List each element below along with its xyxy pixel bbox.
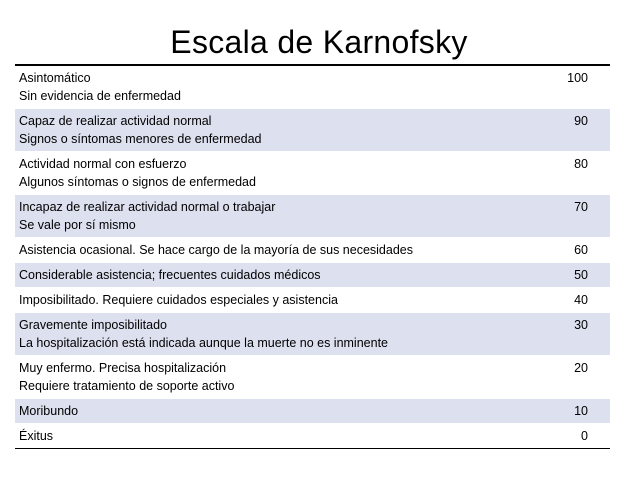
table-row: [15, 313, 610, 356]
karnofsky-table-container: [15, 64, 610, 449]
row-score: 40: [535, 288, 610, 313]
row-score: 20: [535, 356, 610, 399]
row-score: 80: [535, 152, 610, 195]
row-score: 10: [535, 399, 610, 424]
description-line: Capaz de realizar actividad normal: [19, 114, 212, 128]
row-description: [15, 263, 535, 288]
description-line: Considerable asistencia; frecuentes cuidados médicos: [19, 268, 321, 282]
row-description: [15, 109, 535, 152]
description-line: Signos o síntomas menores de enfermedad: [19, 132, 262, 146]
row-score: 0: [535, 424, 610, 449]
table-row: [15, 65, 610, 109]
row-score: 60: [535, 238, 610, 263]
row-score: 30: [535, 313, 610, 356]
table-row: [15, 195, 610, 238]
row-description: [15, 288, 535, 313]
row-description: [15, 356, 535, 399]
row-description: [15, 313, 535, 356]
karnofsky-table: [15, 64, 610, 449]
row-description: [15, 424, 535, 449]
description-line: Sin evidencia de enfermedad: [19, 89, 181, 103]
description-line: Gravemente imposibilitado: [19, 318, 167, 332]
description-line: Algunos síntomas o signos de enfermedad: [19, 175, 256, 189]
description-line: Asistencia ocasional. Se hace cargo de la mayoría de sus necesidades: [19, 243, 413, 257]
table-row: [15, 424, 610, 449]
description-line: Se vale por sí mismo: [19, 218, 136, 232]
description-line: Asintomático: [19, 71, 91, 85]
description-line: Éxitus: [19, 429, 54, 443]
row-description: [15, 238, 535, 263]
row-score: 90: [535, 109, 610, 152]
description-line: Moribundo: [19, 404, 79, 418]
table-row: [15, 399, 610, 424]
row-score: 100: [535, 65, 610, 109]
table-row: [15, 288, 610, 313]
page-title: Escala de Karnofsky: [170, 24, 468, 60]
description-line: La hospitalización está indicada aunque la muerte no es inminente: [19, 336, 388, 350]
row-description: [15, 65, 535, 109]
table-row: [15, 263, 610, 288]
table-body: [15, 65, 610, 449]
table-row: [15, 238, 610, 263]
table-row: [15, 152, 610, 195]
table-row: [15, 356, 610, 399]
description-line: Muy enfermo. Precisa hospitalización: [19, 361, 227, 375]
description-line: Actividad normal con esfuerzo: [19, 157, 187, 171]
description-line: Imposibilitado. Requiere cuidados especiales y asistencia: [19, 293, 338, 307]
row-score: 70: [535, 195, 610, 238]
table-row: [15, 109, 610, 152]
row-description: [15, 399, 535, 424]
row-description: [15, 152, 535, 195]
row-description: [15, 195, 535, 238]
row-score: 50: [535, 263, 610, 288]
description-line: Requiere tratamiento de soporte activo: [19, 379, 235, 393]
description-line: Incapaz de realizar actividad normal o trabajar: [19, 200, 276, 214]
